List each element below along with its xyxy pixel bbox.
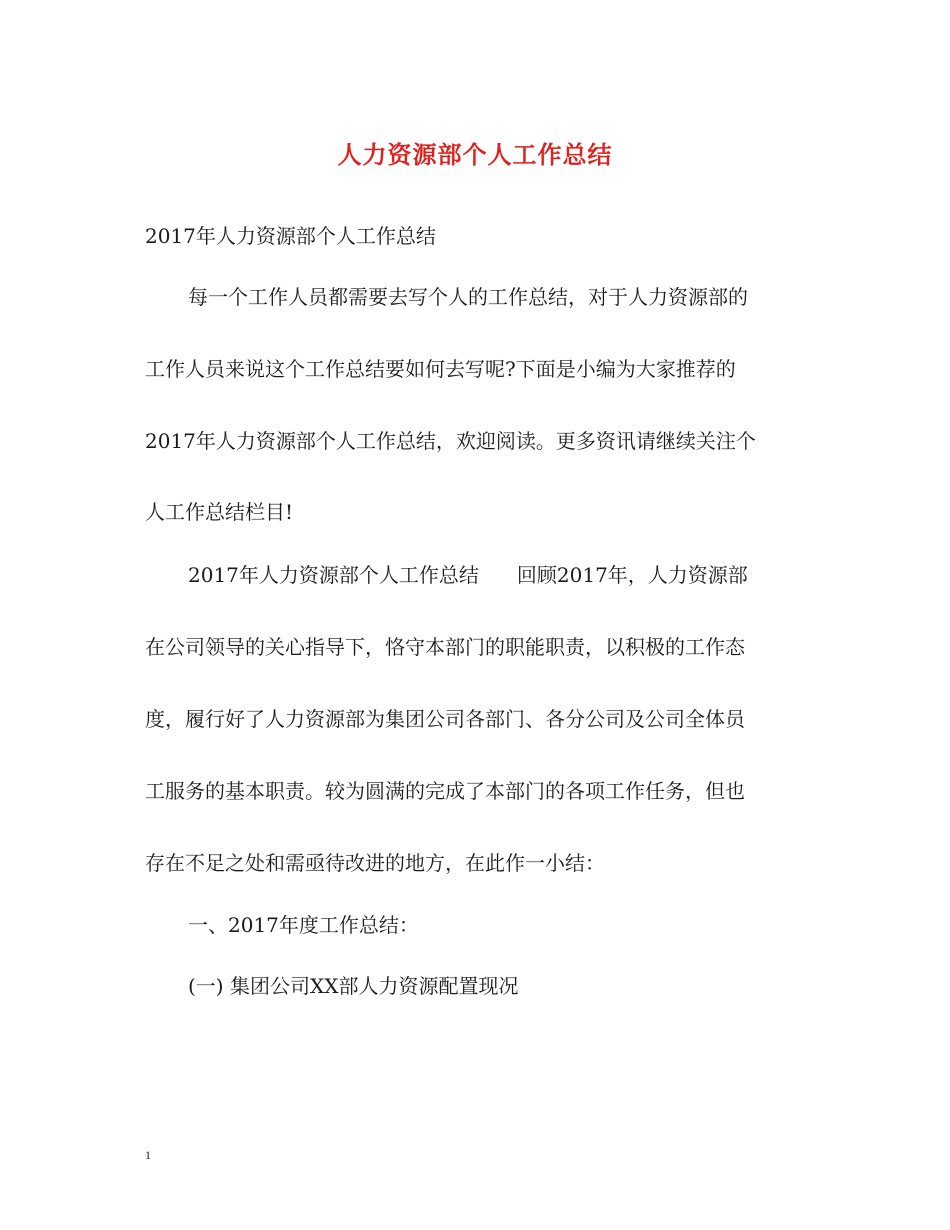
page-number: 1 [145,1148,151,1162]
document-title: 人力资源部个人工作总结 [337,140,613,169]
section-heading: 一、2017年度工作总结： [188,913,419,937]
paragraph-2-line-2: 在公司领导的关心指导下，恪守本部门的职能职责，以积极的工作态 [145,635,745,659]
intro-line-1: 每一个工作人员都需要去写个人的工作总结，对于人力资源部的 [188,285,748,309]
paragraph-2-line-4: 工服务的基本职责。较为圆满的完成了本部门的各项工作任务，但也 [145,779,745,803]
paragraph-2-rest: 回顾2017年，人力资源部 [516,563,748,587]
paragraph-2-line-5: 存在不足之处和需亟待改进的地方，在此作一小结： [145,851,605,875]
intro-line-2: 工作人员来说这个工作总结要如何去写呢?下面是小编为大家推荐的 [145,357,736,381]
document-subtitle: 2017年人力资源部个人工作总结 [145,224,436,248]
intro-line-3: 2017年人力资源部个人工作总结，欢迎阅读。更多资讯请继续关注个 [145,429,756,453]
intro-line-4: 人工作总结栏目! [145,500,294,524]
paragraph-2-lead: 2017年人力资源部个人工作总结 [188,563,479,587]
paragraph-2-line-3: 度，履行好了人力资源部为集团公司各部门、各分公司及公司全体员 [145,707,745,731]
subsection-heading: (一) 集团公司XX部人力资源配置现况 [188,974,519,998]
paragraph-2-first-line [188,563,748,587]
